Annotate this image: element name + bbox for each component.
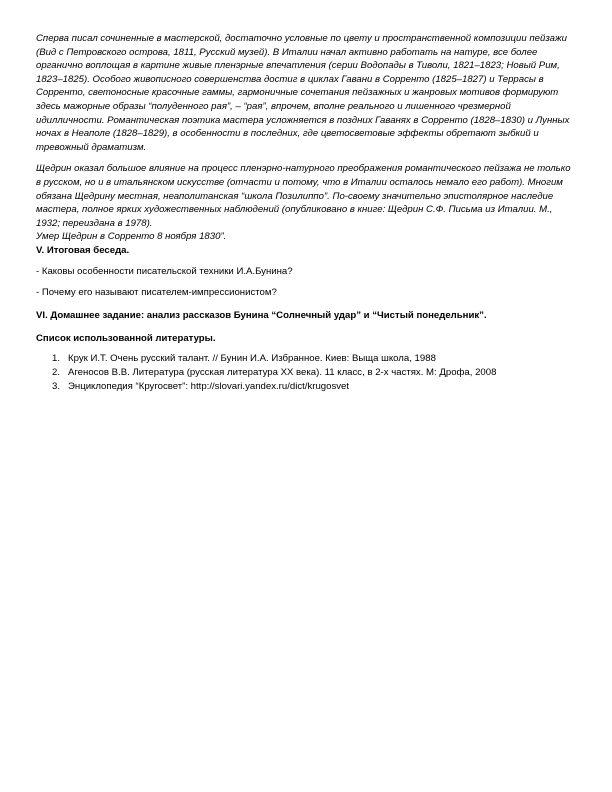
reference-number: 1. (51, 352, 60, 364)
reference-text: Энциклопедия “Кругосвет”: http://slovari.yandex.ru/dict/krugosvet (68, 380, 350, 392)
paragraph-shchedrin-work: Сперва писал сочиненные в мастерской, достаточно условные по цвету и пространственной композиции пейзажи (Вид с Петровского острова, 1811, Русский музей). В Италии начал активно работать на натуре, все более органично воплощая в картине живые пленэрные впечатления (серии Водопады в Тиволи, 1821–1823; Новый Рим, 1823–1825). Особого живописного совершенства достиг в циклах Гавани в Сорренто (1825–1827) и Террасы в Сорренто, светоносные красочные гаммы, гармоничные сочетания пейзажных и жанровых мотивов формируют здесь мажорные образы “полуденного рая”, – “рая”, впрочем, вполне реального и лишенного чрезмерной идилличности. Романтическая поэтика мастера усложняется в поздних Гаванях в Сорренто (1828–1830) и Лунных ночах в Неаполе (1828–1829), в особенности в последних, где цветосветовые эффекты обретают зыбкий и тревожный драматизм. (36, 33, 570, 153)
references-list (36, 352, 576, 394)
reference-text: Агеносов В.В. Литература (русская литература XX века). 11 класс, в 2-х частях. М: Дрофа, 2008 (68, 366, 497, 378)
question-1: - Каковы особенности писательской техники И.А.Бунина? (36, 265, 293, 277)
reference-text: Крук И.Т. Очень русский талант. // Бунин И.А. Избранное. Киев: Выща школа, 1988 (68, 352, 436, 364)
reference-item (36, 352, 576, 366)
section-6-heading: VI. Домашнее задание: анализ рассказов Бунина “Солнечный удар” и “Чистый понедельник”. (36, 309, 487, 321)
paragraph-shchedrin-death: Умер Щедрин в Сорренто 8 ноября 1830”. (36, 231, 227, 243)
references-heading: Список использованной литературы. (36, 332, 216, 344)
reference-number: 2. (51, 366, 60, 378)
paragraph-shchedrin-influence: Щедрин оказал большое влияние на процесс пленэрно-натурного преображения романтического пейзажа не только в русском, но и в итальянском искусстве (отчасти и потому, что в Италии осталось немало его работ). Многим обязана Щедрину местная, неаполитанская “школа Позилиппо”. По-своему значительно эпистолярное наследие мастера, полное ярких художественных наблюдений (опубликовано в книге: Щедрин С.Ф. Письма из Италии. М., 1932; переиздана в 1978). (36, 163, 571, 229)
section-5-heading: V. Итоговая беседа. (36, 244, 130, 256)
reference-number: 3. (51, 380, 60, 392)
question-2: - Почему его называют писателем-импрессионистом? (36, 286, 277, 298)
reference-item (36, 366, 576, 380)
reference-item (36, 380, 576, 394)
